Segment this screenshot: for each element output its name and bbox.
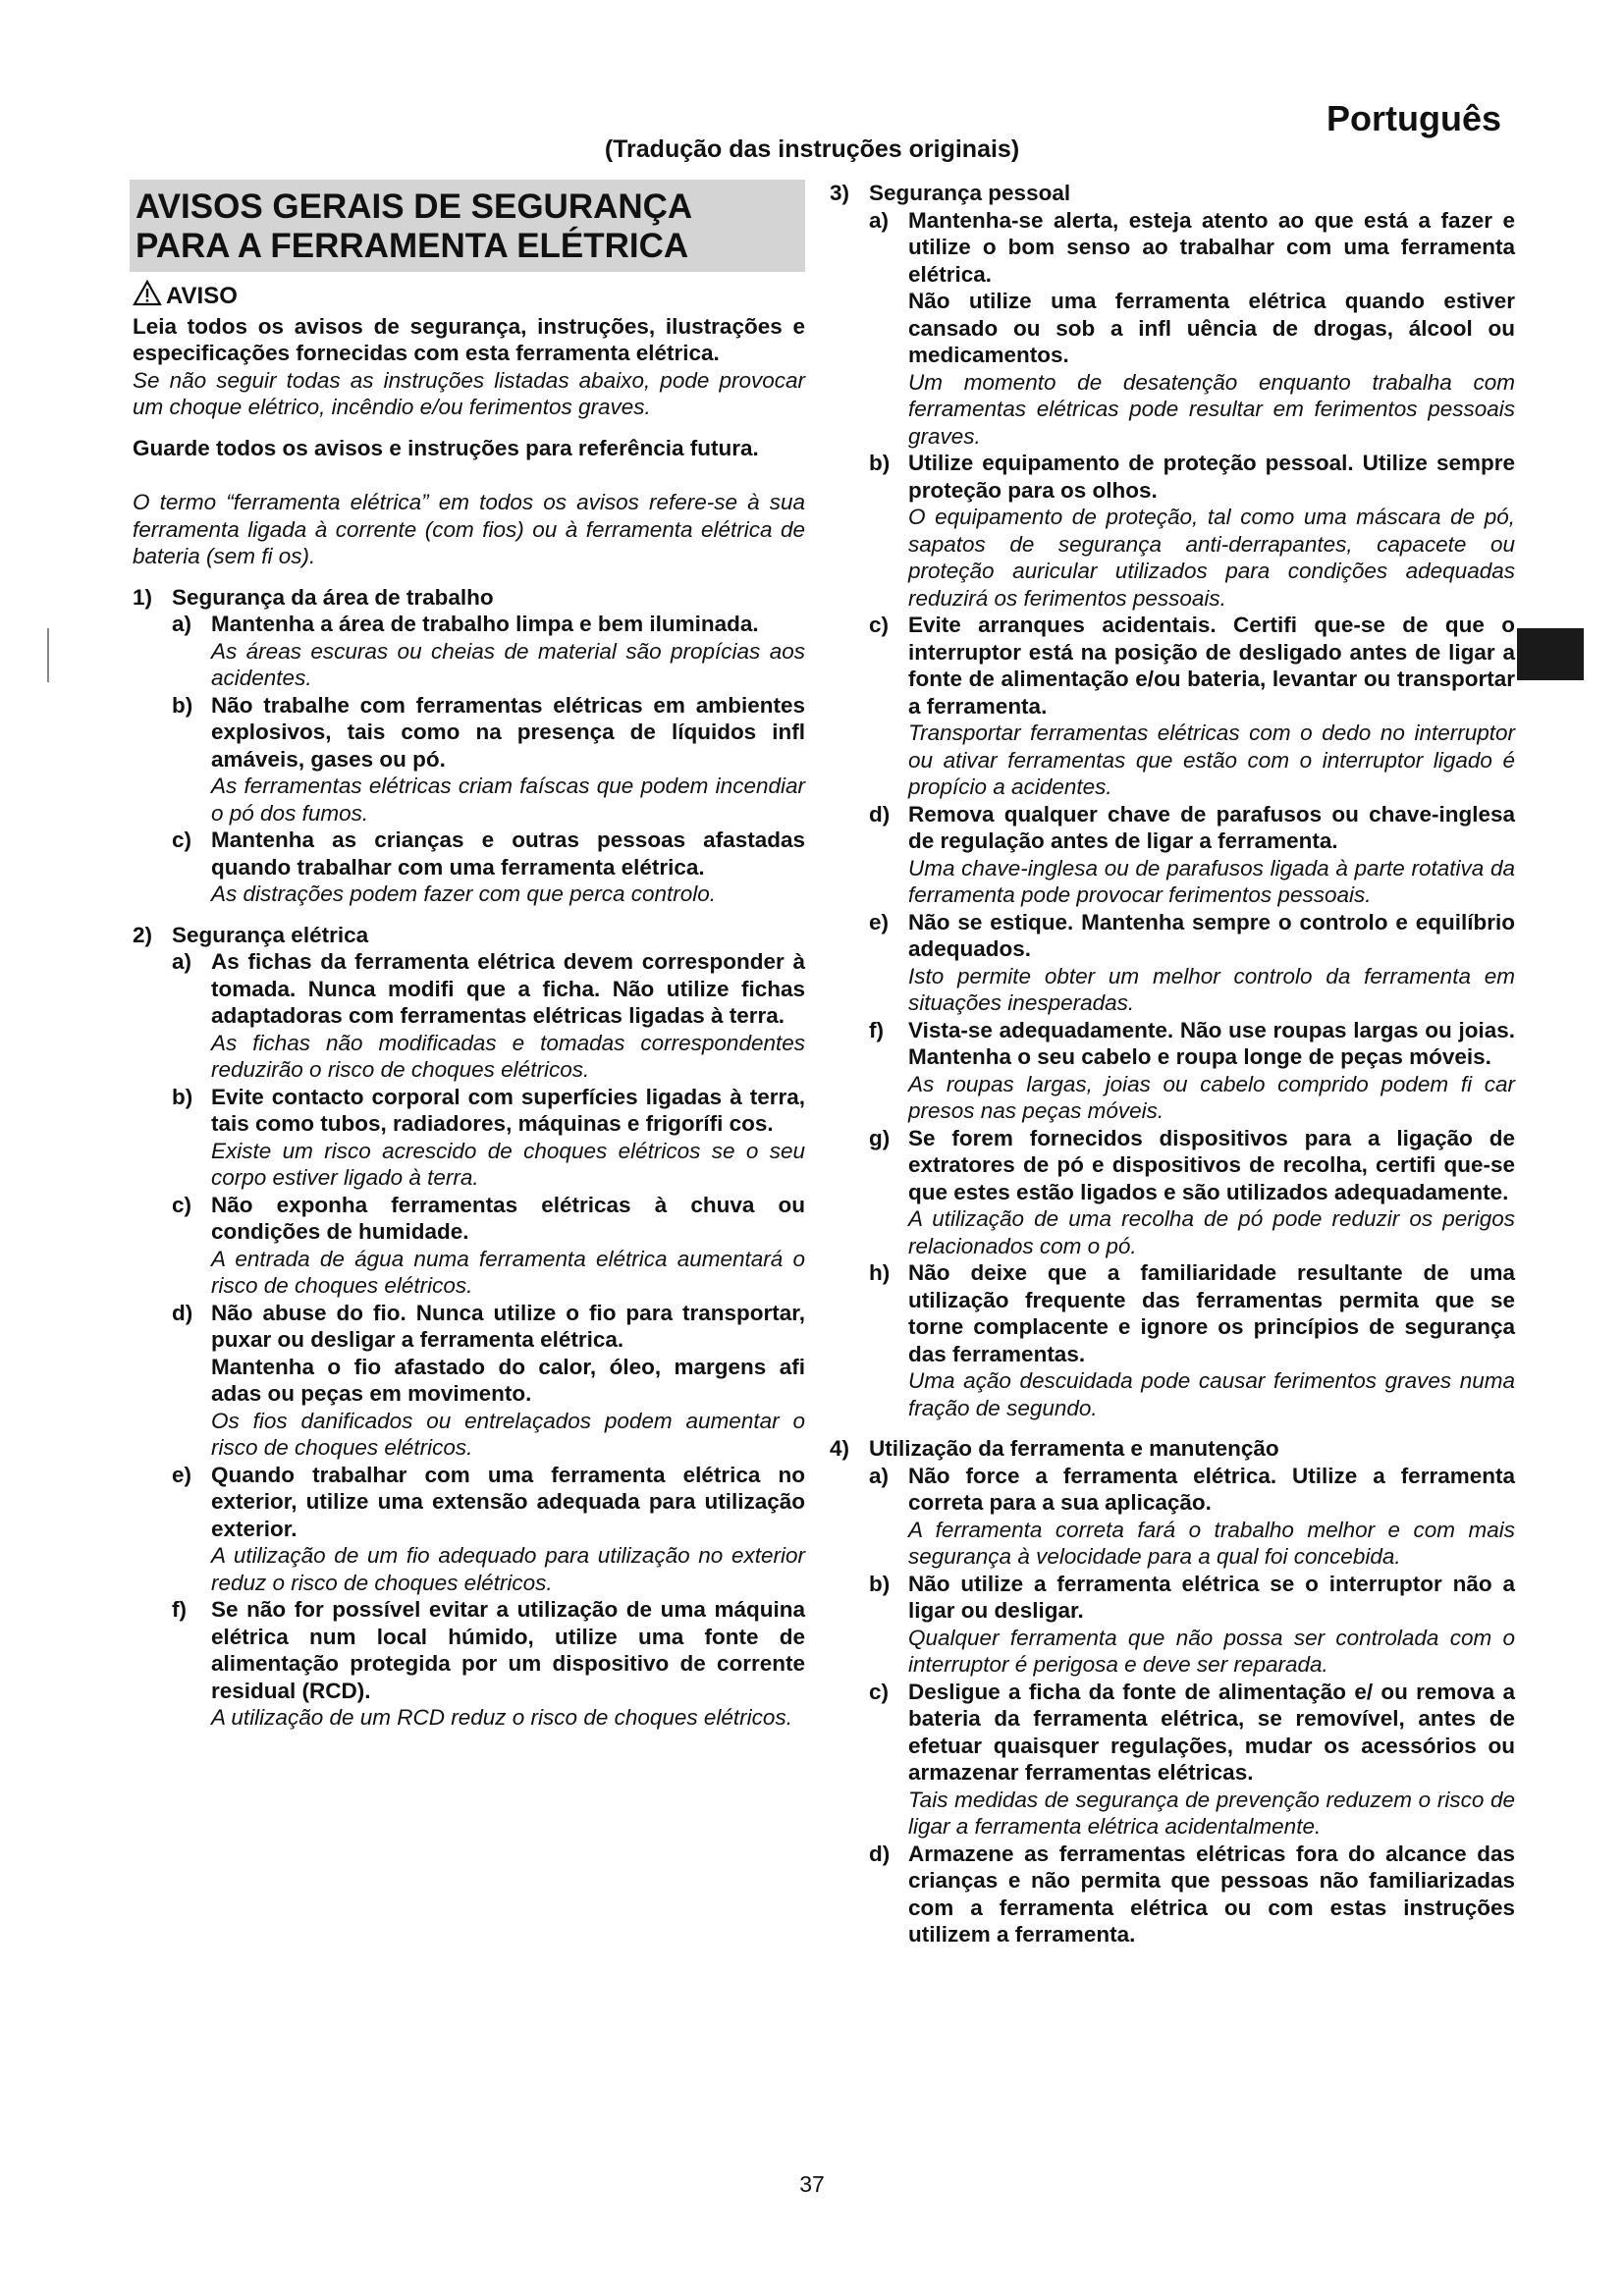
item-note: O equipamento de proteção, tal como uma máscara de pó, sapatos de segurança anti-derrapantes, capacete ou proteção auricular utilizados para condições adequadas reduzirá os ferimentos pessoais. [908, 505, 1515, 611]
page-title: AVISOS GERAIS DE SEGURANÇA PARA A FERRAMENTA ELÉTRICA [130, 180, 805, 272]
list-item: a) Não force a ferramenta elétrica. Utilize a ferramenta correta para a sua aplicação. [869, 1463, 1515, 1515]
list-item: e) Quando trabalhar com uma ferramenta elétrica no exterior, utilize uma extensão adequada para utilização exterior. [172, 1462, 805, 1541]
section-tab-marker [1517, 628, 1584, 680]
list-item: h) Não deixe que a familiaridade resultante de uma utilização frequente das ferramentas permita que se torne complacente e ignore os princípios de segurança das ferramentas. [869, 1260, 1515, 1366]
list-item: c) Evite arranques acidentais. Certifi que-se de que o interruptor está na posição de desligado antes de ligar a fonte de alimentação e/ou bateria, levantar ou transportar a ferramenta. [869, 613, 1515, 719]
item-note: Um momento de desatenção enquanto trabalha com ferramentas elétricas pode resultar em ferimentos pessoais graves. [908, 369, 1515, 449]
item-note: A utilização de um RCD reduz o risco de choques elétricos. [211, 1705, 792, 1730]
list-item: b) Não utilize a ferramenta elétrica se o interruptor não a ligar ou desligar. [869, 1571, 1515, 1623]
item-continuation: Mantenha o fio afastado do calor, óleo, margens afi adas ou peças em movimento. [211, 1354, 805, 1406]
margin-line [47, 628, 49, 682]
item-note: A ferramenta correta fará o trabalho melhor e com mais segurança à velocidade para a qual foi concebida. [908, 1517, 1515, 1569]
keep-instructions: Guarde todos os avisos e instruções para referência futura. [133, 435, 759, 460]
item-note: Isto permite obter um melhor controlo da ferramenta em situações inesperadas. [908, 963, 1515, 1015]
list-item: d) Armazene as ferramentas elétricas fora do alcance das crianças e não permita que pessoas não familiarizadas com a ferramenta elétrica ou com estas instruções utilizem a ferramenta. [869, 1841, 1515, 1947]
language-label: Português [1326, 98, 1501, 138]
item-note: Tais medidas de segurança de prevenção reduzem o risco de ligar a ferramenta elétrica acidentalmente. [908, 1787, 1515, 1839]
list-item: a) Mantenha-se alerta, esteja atento ao que está a fazer e utilize o bom senso ao trabalhar com uma ferramenta elétrica. [869, 207, 1515, 287]
warning-heading [133, 280, 805, 313]
list-item: b) Evite contacto corporal com superfícies ligadas à terra, tais como tubos, radiadores, máquinas e frigorífi cos. [172, 1084, 805, 1136]
list-item: c) Não exponha ferramentas elétricas à chuva ou condições de humidade. [172, 1192, 805, 1244]
section-heading: 4) Utilização da ferramenta e manutenção [830, 1436, 1279, 1461]
item-note: A utilização de um fio adequado para utilização no exterior reduz o risco de choques elétricos. [211, 1543, 805, 1595]
item-note: Os fios danificados ou entrelaçados podem aumentar o risco de choques elétricos. [211, 1408, 805, 1460]
item-note: As áreas escuras ou cheias de material são propícias aos acidentes. [211, 638, 805, 690]
warning-text: Leia todos os avisos de segurança, instruções, ilustrações e especificações fornecidas com esta ferramenta elétrica. [133, 313, 805, 365]
right-column [830, 180, 1515, 1949]
item-note: A entrada de água numa ferramenta elétrica aumentará o risco de choques elétricos. [211, 1246, 805, 1298]
list-item: d) Remova qualquer chave de parafusos ou chave-inglesa de regulação antes de ligar a ferramenta. [869, 801, 1515, 853]
item-note: As roupas largas, joias ou cabelo comprido podem fi car presos nas peças móveis. [908, 1071, 1515, 1123]
list-item: e) Não se estique. Mantenha sempre o controlo e equilíbrio adequados. [869, 909, 1515, 961]
item-note: Uma ação descuidada pode causar ferimentos graves numa fração de segundo. [908, 1368, 1515, 1420]
left-column [133, 180, 805, 1732]
list-item: f) Se não for possível evitar a utilização de uma máquina elétrica num local húmido, utilize uma fonte de alimentação protegida por um dispositivo de corrente residual (RCD). [172, 1597, 805, 1703]
item-note: Uma chave-inglesa ou de parafusos ligada à parte rotativa da ferramenta pode provocar ferimentos pessoais. [908, 855, 1515, 907]
section-heading: 1) Segurança da área de trabalho [133, 584, 494, 610]
item-note: Transportar ferramentas elétricas com o dedo no interruptor ou ativar ferramentas que estão com o interruptor ligado é propício a acidentes. [908, 721, 1515, 799]
item-note: As ferramentas elétricas criam faíscas que podem incendiar o pó dos fumos. [211, 774, 805, 826]
list-item: a) Mantenha a área de trabalho limpa e bem iluminada. [172, 612, 759, 636]
list-item: b) Não trabalhe com ferramentas elétricas em ambientes explosivos, tais como na presença de líquidos infl amáveis, gases ou pó. [172, 692, 805, 772]
section-heading: 3) Segurança pessoal [830, 181, 1071, 205]
list-item: f) Vista-se adequadamente. Não use roupas largas ou joias. Mantenha o seu cabelo e roupa longe de peças móveis. [869, 1017, 1515, 1069]
item-note: As fichas não modificadas e tomadas correspondentes reduzirão o risco de choques elétricos. [211, 1030, 805, 1082]
item-continuation: Não utilize uma ferramenta elétrica quando estiver cansado ou sob a infl uência de drogas, álcool ou medicamentos. [908, 289, 1515, 367]
item-note: As distrações podem fazer com que perca controlo. [211, 881, 717, 906]
page-number: 37 [799, 2171, 825, 2197]
warning-label: AVISO [166, 283, 238, 309]
list-item: d) Não abuse do fio. Nunca utilize o fio para transportar, puxar ou desligar a ferramenta elétrica. [172, 1300, 805, 1352]
document-subtitle: (Tradução das instruções originais) [604, 135, 1020, 163]
list-item: c) Desligue a ficha da fonte de alimentação e/ ou remova a bateria da ferramenta elétrica, se removível, antes de efetuar quaisquer regulações, mudar os acessórios ou armazenar ferramentas elétricas. [869, 1679, 1515, 1785]
section-heading: 2) Segurança elétrica [133, 922, 369, 947]
list-item: b) Utilize equipamento de proteção pessoal. Utilize sempre proteção para os olhos. [869, 451, 1515, 503]
warning-triangle-icon [133, 280, 162, 313]
list-item: g) Se forem fornecidos dispositivos para a ligação de extratores de pó e dispositivos de recolha, certifi que-se que estes estão ligados e são utilizados adequadamente. [869, 1125, 1515, 1204]
term-definition: O termo “ferramenta elétrica” em todos os avisos refere-se à sua ferramenta ligada à corrente (com fios) ou à ferramenta elétrica de bateria (sem fi os). [133, 490, 805, 568]
item-note: Qualquer ferramenta que não possa ser controlada com o interruptor é perigosa e deve ser reparada. [908, 1625, 1515, 1677]
item-note: A utilização de uma recolha de pó pode reduzir os perigos relacionados com o pó. [908, 1206, 1515, 1258]
list-item: a) As fichas da ferramenta elétrica devem corresponder à tomada. Nunca modifi que a ficha. Não utilize fichas adaptadoras com ferramentas elétricas ligadas à terra. [172, 949, 805, 1028]
item-note: Existe um risco acrescido de choques elétricos se o seu corpo estiver ligado à terra. [211, 1138, 805, 1190]
list-item: c) Mantenha as crianças e outras pessoas afastadas quando trabalhar com uma ferramenta elétrica. [172, 828, 805, 880]
warning-note: Se não seguir todas as instruções listadas abaixo, pode provocar um choque elétrico, incêndio e/ou ferimentos graves. [133, 367, 805, 419]
